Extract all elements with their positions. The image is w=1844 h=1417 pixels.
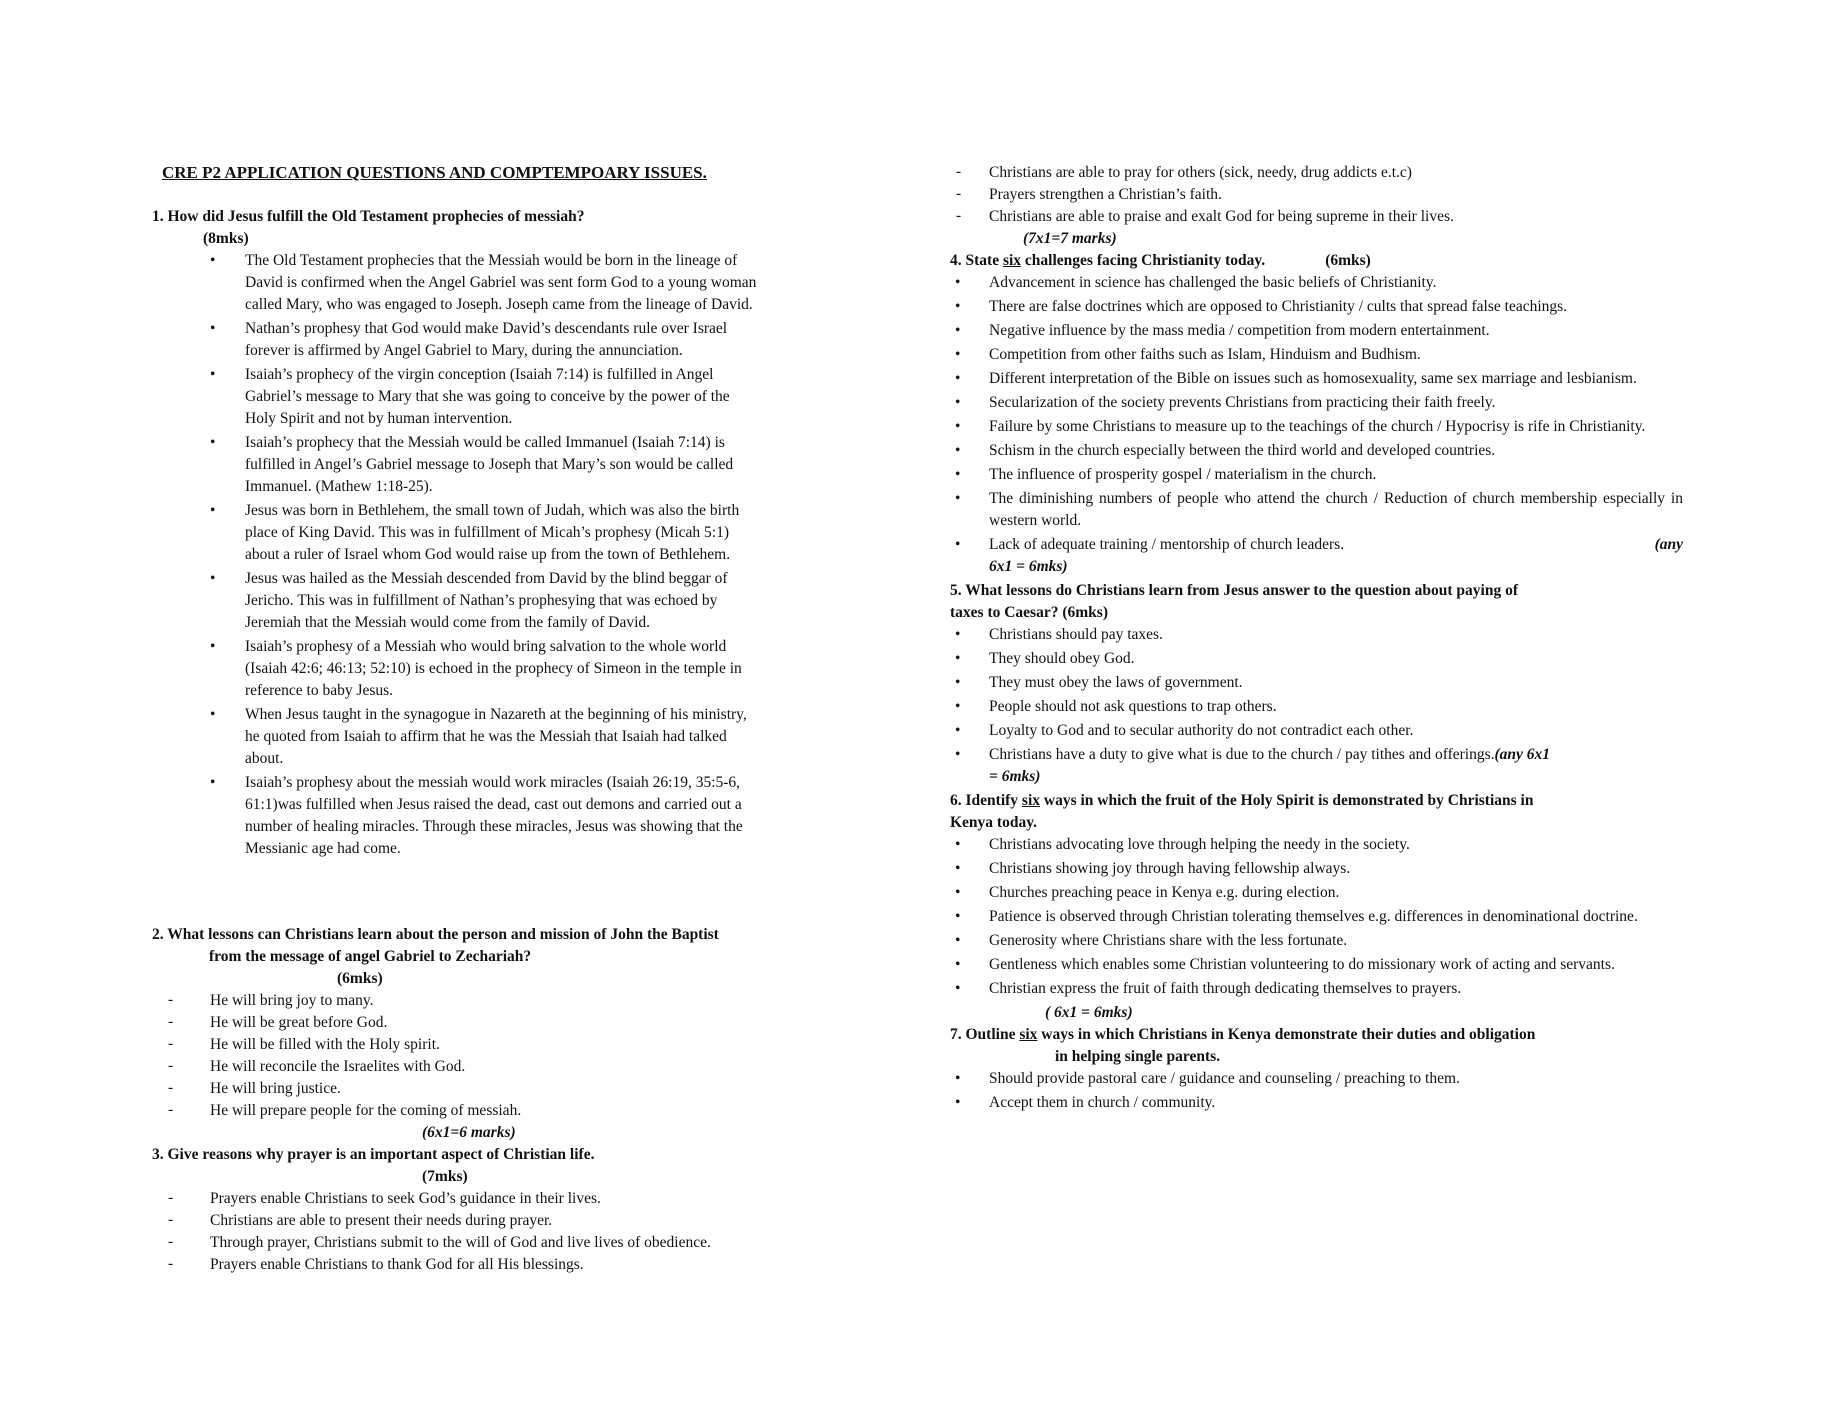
- question-6-heading-line1: [950, 790, 1683, 812]
- list-item: • Isaiah’s prophesy about the messiah would work miracles (Isaiah 26:19, 35:5-6, 61:1)was fulfilled when Jesus raised the dead, cast out demons and carried out a number of healing miracles. Through these miracles, Jesus was showing that the Messianic age had come.: [152, 772, 774, 860]
- list-item-text: Christians have a duty to give what is due to the church / pay tithes and offerings.: [989, 746, 1495, 763]
- question-4-tally-open: (any: [1654, 536, 1683, 553]
- list-item: • Schism in the church especially between the third world and developed countries.: [950, 440, 1683, 462]
- list-item-text: Lack of adequate training / mentorship of church leaders.: [989, 536, 1345, 553]
- question-4-heading-underlined-word: six: [1002, 252, 1022, 269]
- list-item: - He will bring joy to many.: [152, 990, 774, 1012]
- list-item: • Patience is observed through Christian tolerating themselves e.g. differences in denominational doctrine.: [950, 906, 1683, 928]
- question-3-marks: (7mks): [422, 1168, 468, 1185]
- list-item: • Christians advocating love through helping the needy in the society.: [950, 834, 1683, 856]
- question-7-heading-pre: 7. Outline: [950, 1026, 1020, 1043]
- question-7-answer-list: [950, 1068, 1683, 1114]
- question-4-heading-post: challenges facing Christianity today.: [1021, 252, 1266, 269]
- list-item: • Failure by some Christians to measure up to the teachings of the church / Hypocrisy is rife in Christianity.: [950, 416, 1683, 438]
- list-item: • Isaiah’s prophecy of the virgin conception (Isaiah 7:14) is fulfilled in Angel Gabriel’s message to Mary that she was going to conceive by the power of the Holy Spirit and not by human intervention.: [152, 364, 774, 430]
- list-item: - He will reconcile the Israelites with God.: [152, 1056, 774, 1078]
- list-item: - Christians are able to praise and exalt God for being supreme in their lives.: [950, 206, 1683, 228]
- list-item: • Christians should pay taxes.: [950, 624, 1683, 646]
- list-item: • Advancement in science has challenged the basic beliefs of Christianity.: [950, 272, 1683, 294]
- question-5-tally: = 6mks): [989, 768, 1041, 785]
- list-item: • They must obey the laws of government.: [950, 672, 1683, 694]
- list-item: [950, 744, 1683, 788]
- list-item: • People should not ask questions to trap others.: [950, 696, 1683, 718]
- list-item: - He will bring justice.: [152, 1078, 774, 1100]
- question-6-tally: ( 6x1 = 6mks): [1045, 1004, 1133, 1021]
- list-item: - He will be filled with the Holy spirit.: [152, 1034, 774, 1056]
- list-item: [950, 534, 1683, 578]
- list-item: • Nathan’s prophesy that God would make David’s descendants rule over Israel forever is affirmed by Angel Gabriel to Mary, during the annunciation.: [152, 318, 774, 362]
- list-item: • The influence of prosperity gospel / materialism in the church.: [950, 464, 1683, 486]
- question-6-answer-list: [950, 834, 1683, 1000]
- list-item: • There are false doctrines which are opposed to Christianity / cults that spread false teachings.: [950, 296, 1683, 318]
- list-item: • Accept them in church / community.: [950, 1092, 1683, 1114]
- list-item: • Churches preaching peace in Kenya e.g. during election.: [950, 882, 1683, 904]
- list-item: - He will be great before God.: [152, 1012, 774, 1034]
- list-item: • The diminishing numbers of people who attend the church / Reduction of church membership especially in western world.: [950, 488, 1683, 532]
- question-4-heading-pre: 4. State: [950, 252, 1003, 269]
- list-item: • Generosity where Christians share with the less fortunate.: [950, 930, 1683, 952]
- question-7-heading-line2: in helping single parents.: [1055, 1048, 1221, 1065]
- list-item: • Competition from other faiths such as Islam, Hinduism and Budhism.: [950, 344, 1683, 366]
- left-column: [152, 162, 774, 1276]
- question-5-tally-open: (any 6x1: [1494, 746, 1551, 763]
- list-item: - Prayers enable Christians to thank God for all His blessings.: [152, 1254, 774, 1276]
- list-item: • The Old Testament prophecies that the Messiah would be born in the lineage of David is confirmed when the Angel Gabriel was sent form God to a young woman called Mary, who was engaged to Joseph. Joseph came from the lineage of David.: [152, 250, 774, 316]
- list-item: • Christian express the fruit of faith through dedicating themselves to prayers.: [950, 978, 1683, 1000]
- question-3-heading: 3. Give reasons why prayer is an important aspect of Christian life.: [152, 1146, 595, 1163]
- list-item: - Prayers strengthen a Christian’s faith.: [950, 184, 1683, 206]
- question-2-heading-line2: from the message of angel Gabriel to Zechariah?: [209, 948, 532, 965]
- question-4-heading: [950, 250, 1683, 272]
- question-2-heading-line1: 2. What lessons can Christians learn about the person and mission of John the Baptist: [152, 926, 719, 943]
- question-7-heading-post: ways in which Christians in Kenya demonstrate their duties and obligation: [1037, 1026, 1536, 1043]
- question-4-tally: 6x1 = 6mks): [989, 558, 1068, 575]
- question-6-heading-line2: Kenya today.: [950, 814, 1037, 831]
- list-item: • Jesus was hailed as the Messiah descended from David by the blind beggar of Jericho. This was in fulfillment of Nathan’s prophesying that was echoed by Jeremiah that the Messiah would come from the family of David.: [152, 568, 774, 634]
- list-item: - He will prepare people for the coming of messiah.: [152, 1100, 774, 1122]
- question-1-answer-list: [152, 250, 774, 860]
- list-item: • When Jesus taught in the synagogue in Nazareth at the beginning of his ministry, he quoted from Isaiah to affirm that he was the Messiah that Isaiah had talked about.: [152, 704, 774, 770]
- question-2-answer-list: [152, 990, 774, 1122]
- list-item: • Gentleness which enables some Christian volunteering to do missionary work of acting and servants.: [950, 954, 1683, 976]
- question-4-marks: (6mks): [1325, 252, 1371, 269]
- question-5-heading-line2: taxes to Caesar? (6mks): [950, 604, 1108, 621]
- question-7-heading-line1: [950, 1024, 1683, 1046]
- list-item: • Negative influence by the mass media / competition from modern entertainment.: [950, 320, 1683, 342]
- list-item: • Christians showing joy through having fellowship always.: [950, 858, 1683, 880]
- list-item: - Christians are able to pray for others (sick, needy, drug addicts e.t.c): [950, 162, 1683, 184]
- list-item: • Secularization of the society prevents Christians from practicing their faith freely.: [950, 392, 1683, 414]
- question-3-tally: (7x1=7 marks): [1023, 230, 1117, 247]
- list-item: • Should provide pastoral care / guidance and counseling / preaching to them.: [950, 1068, 1683, 1090]
- list-item: • Jesus was born in Bethlehem, the small town of Judah, which was also the birth place of King David. This was in fulfillment of Micah’s prophesy (Micah 5:1) about a ruler of Israel whom God would raise up from the town of Bethlehem.: [152, 500, 774, 566]
- question-1-marks: (8mks): [203, 230, 249, 247]
- question-5-answer-list: [950, 624, 1683, 788]
- document-title: CRE P2 APPLICATION QUESTIONS AND COMPTEMPOARY ISSUES.: [162, 163, 707, 182]
- question-6-heading-underlined-word: six: [1021, 792, 1041, 809]
- question-6-heading-post: ways in which the fruit of the Holy Spirit is demonstrated by Christians in: [1040, 792, 1534, 809]
- list-item: • Isaiah’s prophecy that the Messiah would be called Immanuel (Isaiah 7:14) is fulfilled in Angel’s Gabriel message to Joseph that Mary’s son would be called Immanuel. (Mathew 1:18-25).: [152, 432, 774, 498]
- right-column: [950, 162, 1683, 1116]
- question-4-answer-list: [950, 272, 1683, 578]
- question-2-tally: (6x1=6 marks): [422, 1124, 516, 1141]
- question-6-heading-pre: 6. Identify: [950, 792, 1022, 809]
- question-2-marks: (6mks): [337, 970, 383, 987]
- list-item: • Loyalty to God and to secular authority do not contradict each other.: [950, 720, 1683, 742]
- list-item: - Christians are able to present their needs during prayer.: [152, 1210, 774, 1232]
- question-3-answer-list-continued: [950, 162, 1683, 228]
- question-3-answer-list: [152, 1188, 774, 1276]
- list-item: - Prayers enable Christians to seek God’s guidance in their lives.: [152, 1188, 774, 1210]
- list-item: • Isaiah’s prophesy of a Messiah who would bring salvation to the whole world (Isaiah 42:6; 46:13; 52:10) is echoed in the prophecy of Simeon in the temple in reference to baby Jesus.: [152, 636, 774, 702]
- question-1-heading: 1. How did Jesus fulfill the Old Testament prophecies of messiah?: [152, 208, 585, 225]
- list-item: - Through prayer, Christians submit to the will of God and live lives of obedience.: [152, 1232, 774, 1254]
- question-7-heading-underlined-word: six: [1019, 1026, 1038, 1043]
- question-5-heading-line1: 5. What lessons do Christians learn from Jesus answer to the question about paying of: [950, 582, 1518, 599]
- list-item: • Different interpretation of the Bible on issues such as homosexuality, same sex marriage and lesbianism.: [950, 368, 1683, 390]
- list-item: • They should obey God.: [950, 648, 1683, 670]
